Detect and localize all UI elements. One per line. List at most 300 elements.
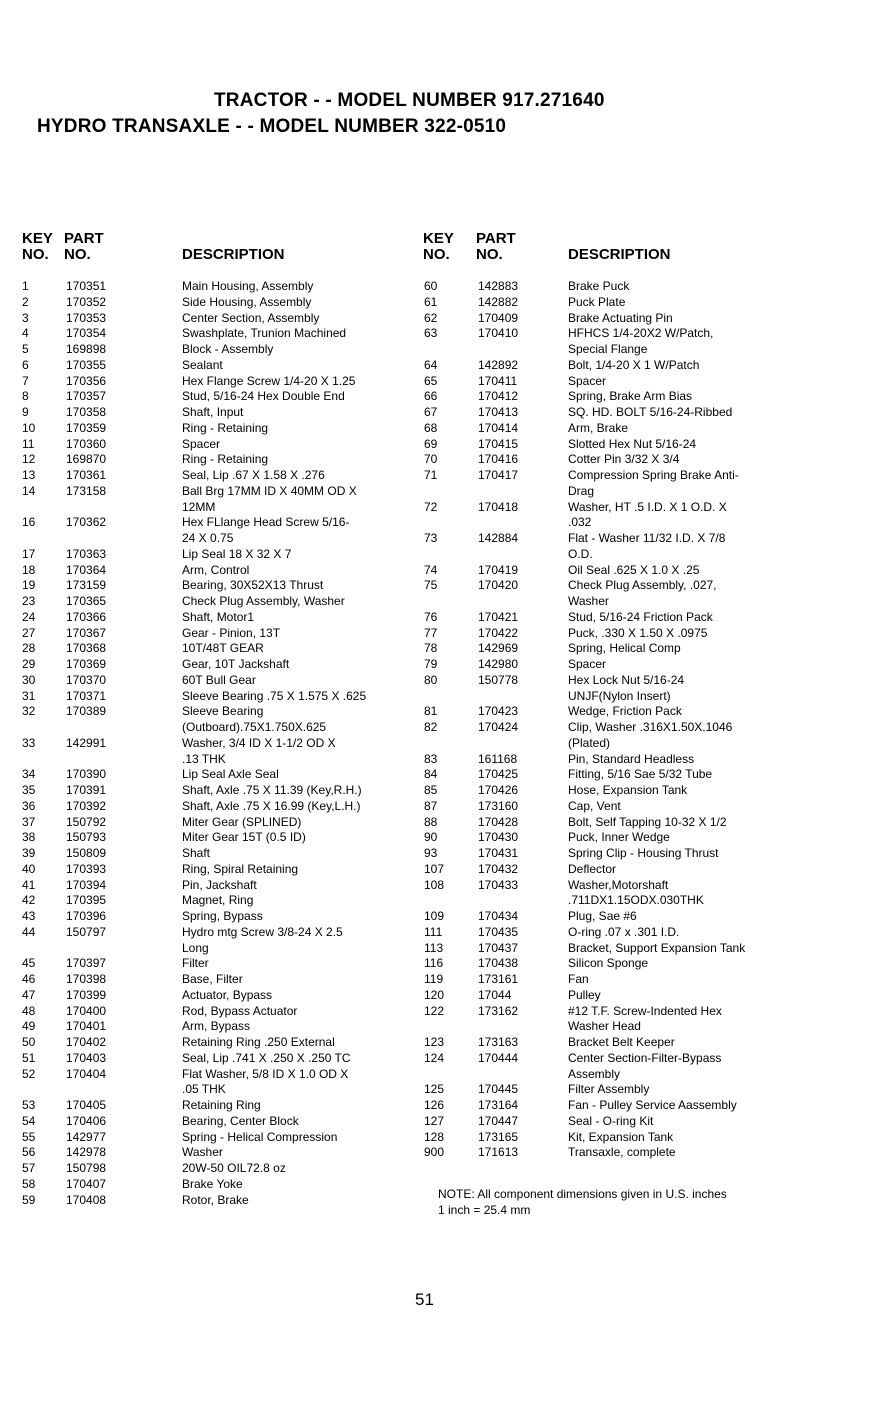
part-description: Rotor, Brake xyxy=(182,1192,249,1207)
part-number: 173164 xyxy=(478,1098,519,1112)
part-description: Main Housing, Assembly xyxy=(182,279,314,293)
part-number: 173165 xyxy=(478,1129,519,1144)
part-description: Spacer xyxy=(568,657,607,671)
part-description: .032 xyxy=(568,515,592,530)
part-number: 170403 xyxy=(66,1050,107,1065)
part-description: Plug, Sae #6 xyxy=(568,909,637,923)
part-number: 170370 xyxy=(66,672,107,687)
part-key-number: 56 xyxy=(22,1145,36,1160)
part-key-number: 38 xyxy=(22,830,36,845)
page-title-transaxle: HYDRO TRANSAXLE - - MODEL NUMBER 322-0510 xyxy=(37,116,507,137)
part-key-number: 83 xyxy=(424,751,438,766)
part-description: Block - Assembly xyxy=(182,342,274,356)
part-number: 173158 xyxy=(66,483,107,498)
part-description: Shaft xyxy=(182,846,211,860)
part-key-number: 19 xyxy=(22,578,36,593)
part-key-number: 61 xyxy=(424,294,438,309)
part-description: Bearing, Center Block xyxy=(182,1113,299,1128)
part-description: Center Section-Filter-Bypass xyxy=(568,1050,722,1065)
part-key-number: 65 xyxy=(424,373,438,388)
part-description: Seal, Lip .741 X .250 X .250 TC xyxy=(182,1050,351,1065)
part-key-number: 18 xyxy=(22,562,36,577)
part-description: O.D. xyxy=(568,546,593,561)
part-number: 142978 xyxy=(66,1145,107,1160)
note-conversion: 1 inch = 25.4 mm xyxy=(438,1203,531,1217)
part-number: 170416 xyxy=(478,452,519,467)
part-number: 170402 xyxy=(66,1035,107,1049)
part-key-number: 84 xyxy=(424,767,438,782)
header-part-label: PART xyxy=(64,230,104,247)
part-number: 142884 xyxy=(478,531,519,545)
part-key-number: 47 xyxy=(22,987,36,1002)
part-key-number: 59 xyxy=(22,1192,36,1207)
part-number: 170408 xyxy=(66,1192,107,1207)
part-description: Brake Puck xyxy=(568,279,630,293)
part-description: Ball Brg 17MM ID X 40MM OD X xyxy=(182,483,357,498)
header-key-label-right: KEY xyxy=(423,230,454,247)
part-number: 142892 xyxy=(478,357,519,372)
part-description: (Plated) xyxy=(568,735,611,750)
part-description: Compression Spring Brake Anti- xyxy=(568,468,739,482)
part-key-number: 122 xyxy=(424,1003,445,1018)
part-description: Shaft, Axle .75 X 16.99 (Key,L.H.) xyxy=(182,798,361,813)
part-number: 170364 xyxy=(66,562,107,577)
part-number: 170365 xyxy=(66,594,107,608)
part-number: 170415 xyxy=(478,436,519,451)
part-number: 170434 xyxy=(478,909,519,923)
part-description: Base, Filter xyxy=(182,972,243,986)
part-number: 170352 xyxy=(66,294,107,309)
part-description: Pulley xyxy=(568,987,601,1002)
part-key-number: 6 xyxy=(22,357,29,372)
part-key-number: 34 xyxy=(22,767,36,782)
part-key-number: 54 xyxy=(22,1113,36,1128)
note-dimensions: NOTE: All component dimensions given in U.S. inches xyxy=(438,1187,727,1201)
part-description: Bearing, 30X52X13 Thrust xyxy=(182,578,324,593)
part-key-number: 5 xyxy=(22,342,29,356)
part-description: Seal, Lip .67 X 1.58 X .276 xyxy=(182,468,325,482)
part-key-number: 87 xyxy=(424,798,438,813)
part-key-number: 76 xyxy=(424,609,438,624)
part-description: Filter xyxy=(182,956,209,971)
part-number: 171613 xyxy=(478,1145,519,1160)
part-description: Special Flange xyxy=(568,342,648,356)
part-description: Shaft, Motor1 xyxy=(182,609,255,624)
part-key-number: 116 xyxy=(424,956,444,971)
part-key-number: 24 xyxy=(22,609,36,624)
part-key-number: 36 xyxy=(22,798,36,813)
part-description: Flat - Washer 11/32 I.D. X 7/8 xyxy=(568,531,726,545)
part-key-number: 79 xyxy=(424,657,438,671)
part-description: Assembly xyxy=(568,1066,621,1081)
part-number: 170392 xyxy=(66,798,107,813)
part-description: Stud, 5/16-24 Hex Double End xyxy=(182,389,345,404)
part-key-number: 10 xyxy=(22,420,36,435)
part-key-number: 81 xyxy=(424,704,438,719)
part-number: 150778 xyxy=(478,672,519,687)
part-key-number: 14 xyxy=(22,483,36,498)
part-number: 170360 xyxy=(66,436,107,451)
part-description: Kit, Expansion Tank xyxy=(568,1129,674,1144)
header-key-no: NO. xyxy=(22,246,49,263)
part-description: Arm, Control xyxy=(182,562,250,577)
part-key-number: 73 xyxy=(424,531,438,545)
part-description: Stud, 5/16-24 Friction Pack xyxy=(568,609,713,624)
part-key-number: 119 xyxy=(424,972,444,986)
part-description: Hex FLlange Head Screw 5/16- xyxy=(182,515,350,530)
header-part-no-right: NO. xyxy=(476,246,503,263)
part-key-number: 4 xyxy=(22,326,29,341)
part-description: Fitting, 5/16 Sae 5/32 Tube xyxy=(568,767,713,782)
part-description: Spacer xyxy=(568,373,607,388)
part-number: 170394 xyxy=(66,877,107,892)
part-description: Slotted Hex Nut 5/16-24 xyxy=(568,436,697,451)
part-description: Arm, Brake xyxy=(568,420,629,435)
part-number: 170361 xyxy=(66,468,107,482)
part-key-number: 64 xyxy=(424,357,438,372)
part-number: 170389 xyxy=(66,704,107,719)
part-description: Pin, Jackshaft xyxy=(182,877,257,892)
part-key-number: 2 xyxy=(22,294,29,309)
part-number: 170430 xyxy=(478,830,519,845)
part-key-number: 3 xyxy=(22,310,29,325)
part-key-number: 12 xyxy=(22,452,36,467)
part-description: .13 THK xyxy=(182,751,226,766)
part-description: Puck, .330 X 1.50 X .0975 xyxy=(568,625,708,640)
part-number: 170424 xyxy=(478,720,519,734)
part-number: 170398 xyxy=(66,972,107,986)
part-key-number: 74 xyxy=(424,562,438,577)
part-key-number: 52 xyxy=(22,1066,36,1081)
part-number: 170367 xyxy=(66,625,107,640)
part-key-number: 72 xyxy=(424,499,438,514)
part-description: Hydro mtg Screw 3/8-24 X 2.5 xyxy=(182,924,343,939)
header-description: DESCRIPTION xyxy=(182,246,285,263)
part-description: Filter Assembly xyxy=(568,1082,650,1097)
part-number: 142977 xyxy=(66,1129,107,1144)
part-description: Deflector xyxy=(568,861,617,876)
part-key-number: 107 xyxy=(424,861,445,876)
part-key-number: 88 xyxy=(424,814,438,829)
part-description: Washer, HT .5 I.D. X 1 O.D. X xyxy=(568,499,727,514)
part-number: 170399 xyxy=(66,987,107,1002)
part-description: Bracket Belt Keeper xyxy=(568,1035,675,1049)
part-number: 170390 xyxy=(66,767,107,782)
part-description: Flat Washer, 5/8 ID X 1.0 OD X xyxy=(182,1066,349,1081)
part-number: 170421 xyxy=(478,609,519,624)
part-description: Ring - Retaining xyxy=(182,420,269,435)
part-key-number: 80 xyxy=(424,672,438,687)
part-key-number: 55 xyxy=(22,1129,36,1144)
part-description: Clip, Washer .316X1.50X.1046 xyxy=(568,720,733,734)
part-number: 170409 xyxy=(478,310,519,325)
part-number: 170356 xyxy=(66,373,107,388)
part-description: .711DX1.15ODX.030THK xyxy=(568,893,704,908)
part-number: 173159 xyxy=(66,578,107,593)
part-description: O-ring .07 x .301 I.D. xyxy=(568,924,680,939)
part-key-number: 71 xyxy=(424,468,438,482)
part-description: Shaft, Input xyxy=(182,405,244,419)
part-description: Lip Seal Axle Seal xyxy=(182,767,279,782)
part-description: Magnet, Ring xyxy=(182,893,254,908)
part-number: 170426 xyxy=(478,783,519,797)
part-number: 170355 xyxy=(66,357,107,372)
part-key-number: 109 xyxy=(424,909,445,923)
part-number: 170423 xyxy=(478,704,519,719)
part-number: 170393 xyxy=(66,861,107,876)
part-key-number: 63 xyxy=(424,326,438,341)
part-description: Bolt, 1/4-20 X 1 W/Patch xyxy=(568,357,700,372)
part-description: Hex Flange Screw 1/4-20 X 1.25 xyxy=(182,373,356,388)
part-description: Spring Clip - Housing Thrust xyxy=(568,846,719,860)
header-key-label: KEY xyxy=(22,230,53,247)
part-key-number: 7 xyxy=(22,373,29,388)
part-description: Rod, Bypass Actuator xyxy=(182,1003,298,1018)
part-number: 170353 xyxy=(66,310,107,325)
part-description: 60T Bull Gear xyxy=(182,672,256,687)
part-key-number: 8 xyxy=(22,389,29,404)
part-number: 150792 xyxy=(66,814,107,829)
part-description: Gear, 10T Jackshaft xyxy=(182,657,290,671)
part-number: 170414 xyxy=(478,420,519,435)
part-description: 12MM xyxy=(182,499,216,514)
part-number: 170422 xyxy=(478,625,519,640)
part-description: Brake Actuating Pin xyxy=(568,310,673,325)
part-number: 170404 xyxy=(66,1066,107,1081)
part-number: 150797 xyxy=(66,924,107,939)
header-key-no-right: NO. xyxy=(423,246,450,263)
part-key-number: 16 xyxy=(22,515,36,530)
part-number: 170362 xyxy=(66,515,107,530)
part-key-number: 13 xyxy=(22,468,36,482)
part-key-number: 27 xyxy=(22,625,36,640)
part-number: 173162 xyxy=(478,1003,519,1018)
part-number: 170357 xyxy=(66,389,107,404)
part-key-number: 90 xyxy=(424,830,438,845)
part-description: Cap, Vent xyxy=(568,798,621,813)
part-key-number: 41 xyxy=(22,877,36,892)
part-number: 142882 xyxy=(478,294,519,309)
part-description: 10T/48T GEAR xyxy=(182,641,264,656)
part-description: 24 X 0.75 xyxy=(182,531,234,545)
part-key-number: 43 xyxy=(22,909,36,923)
part-key-number: 51 xyxy=(22,1050,36,1065)
part-description: Ring - Retaining xyxy=(182,452,269,467)
part-key-number: 69 xyxy=(424,436,438,451)
part-number: 170412 xyxy=(478,389,519,404)
part-number: 173160 xyxy=(478,798,519,813)
part-description: Lip Seal 18 X 32 X 7 xyxy=(182,546,292,561)
part-number: 161168 xyxy=(478,751,518,766)
part-description: Center Section, Assembly xyxy=(182,310,320,325)
part-number: 170438 xyxy=(478,956,519,971)
part-number: 170411 xyxy=(478,373,518,388)
part-key-number: 30 xyxy=(22,672,36,687)
part-key-number: 108 xyxy=(424,877,445,892)
part-key-number: 123 xyxy=(424,1035,445,1049)
part-description: Check Plug Assembly, .027, xyxy=(568,578,717,593)
part-description: Retaining Ring xyxy=(182,1098,261,1112)
part-description: Ring, Spiral Retaining xyxy=(182,861,299,876)
part-description: Fan - Pulley Service Aassembly xyxy=(568,1098,737,1112)
part-description: Puck Plate xyxy=(568,294,626,309)
part-key-number: 11 xyxy=(22,436,35,451)
part-description: Long xyxy=(182,940,209,955)
part-key-number: 75 xyxy=(424,578,438,593)
part-description: Drag xyxy=(568,483,595,498)
part-key-number: 127 xyxy=(424,1113,445,1128)
part-number: 142980 xyxy=(478,657,519,671)
part-description: Sleeve Bearing .75 X 1.575 X .625 xyxy=(182,688,367,703)
part-key-number: 46 xyxy=(22,972,36,986)
part-description: Washer, 3/4 ID X 1-1/2 OD X xyxy=(182,735,336,750)
part-key-number: 85 xyxy=(424,783,438,797)
part-key-number: 28 xyxy=(22,641,36,656)
part-description: Spacer xyxy=(182,436,221,451)
part-number: 170369 xyxy=(66,657,107,671)
part-number: 170420 xyxy=(478,578,519,593)
part-description: Transaxle, complete xyxy=(568,1145,676,1160)
part-number: 170366 xyxy=(66,609,107,624)
header-description-right: DESCRIPTION xyxy=(568,246,671,263)
part-number: 169898 xyxy=(66,342,107,356)
part-number: 142969 xyxy=(478,641,519,656)
part-description: Oil Seal .625 X 1.0 X .25 xyxy=(568,562,700,577)
part-number: 170397 xyxy=(66,956,107,971)
part-number: 170437 xyxy=(478,940,519,955)
part-description: UNJF(Nylon Insert) xyxy=(568,688,671,703)
part-number: 173161 xyxy=(478,972,519,986)
part-number: 170418 xyxy=(478,499,519,514)
part-number: 17044 xyxy=(478,987,512,1002)
part-number: 170428 xyxy=(478,814,519,829)
part-key-number: 35 xyxy=(22,783,36,797)
part-description: Side Housing, Assembly xyxy=(182,294,312,309)
part-number: 170425 xyxy=(478,767,519,782)
part-key-number: 40 xyxy=(22,861,36,876)
part-description: Hex Lock Nut 5/16-24 xyxy=(568,672,685,687)
part-number: 170405 xyxy=(66,1098,107,1112)
part-description: Shaft, Axle .75 X 11.39 (Key,R.H.) xyxy=(182,783,362,797)
part-number: 170371 xyxy=(66,688,107,703)
part-description: .05 THK xyxy=(182,1082,226,1097)
part-description: Retaining Ring .250 External xyxy=(182,1035,335,1049)
part-key-number: 42 xyxy=(22,893,36,908)
part-key-number: 31 xyxy=(22,688,36,703)
part-number: 170358 xyxy=(66,405,107,419)
part-number: 170432 xyxy=(478,861,519,876)
part-description: #12 T.F. Screw-Indented Hex xyxy=(568,1003,722,1018)
part-key-number: 900 xyxy=(424,1145,445,1160)
part-description: Hose, Expansion Tank xyxy=(568,783,688,797)
part-key-number: 68 xyxy=(424,420,438,435)
part-key-number: 77 xyxy=(424,625,438,640)
part-description: Seal - O-ring Kit xyxy=(568,1113,654,1128)
part-description: Pin, Standard Headless xyxy=(568,751,695,766)
part-description: Washer,Motorshaft xyxy=(568,877,669,892)
part-key-number: 70 xyxy=(424,452,438,467)
part-number: 150798 xyxy=(66,1161,107,1175)
part-description: Bolt, Self Tapping 10-32 X 1/2 xyxy=(568,814,727,829)
part-description: Spring - Helical Compression xyxy=(182,1129,338,1144)
part-description: HFHCS 1/4-20X2 W/Patch, xyxy=(568,326,714,341)
part-number: 170354 xyxy=(66,326,107,341)
part-number: 170435 xyxy=(478,924,519,939)
part-number: 170407 xyxy=(66,1176,107,1191)
part-description: Gear - Pinion, 13T xyxy=(182,625,281,640)
part-number: 170396 xyxy=(66,909,107,923)
page-number: 51 xyxy=(415,1290,434,1309)
part-number: 170391 xyxy=(66,783,107,797)
part-key-number: 66 xyxy=(424,389,438,404)
part-description: Miter Gear 15T (0.5 ID) xyxy=(182,830,306,845)
part-key-number: 29 xyxy=(22,657,36,671)
part-number: 170417 xyxy=(478,468,519,482)
part-key-number: 82 xyxy=(424,720,438,734)
part-number: 142991 xyxy=(66,735,107,750)
part-description: (Outboard).75X1.750X.625 xyxy=(182,720,327,734)
part-number: 150793 xyxy=(66,830,107,845)
part-key-number: 62 xyxy=(424,310,438,325)
part-number: 170410 xyxy=(478,326,519,341)
part-key-number: 1 xyxy=(22,279,29,293)
part-key-number: 57 xyxy=(22,1161,36,1175)
part-key-number: 45 xyxy=(22,956,36,971)
part-description: Washer Head xyxy=(568,1019,641,1034)
part-key-number: 120 xyxy=(424,987,445,1002)
part-key-number: 126 xyxy=(424,1098,445,1112)
part-key-number: 9 xyxy=(22,405,29,419)
part-key-number: 49 xyxy=(22,1019,36,1034)
part-number: 170368 xyxy=(66,641,107,656)
part-description: SQ. HD. BOLT 5/16-24-Ribbed xyxy=(568,405,733,419)
part-number: 170401 xyxy=(66,1019,107,1034)
part-number: 150809 xyxy=(66,846,107,860)
part-number: 170363 xyxy=(66,546,107,561)
part-description: Puck, Inner Wedge xyxy=(568,830,670,845)
part-key-number: 78 xyxy=(424,641,438,656)
part-number: 170413 xyxy=(478,405,519,419)
part-number: 170431 xyxy=(478,846,519,860)
part-key-number: 124 xyxy=(424,1050,445,1065)
part-number: 170351 xyxy=(66,279,107,293)
part-description: Bracket, Support Expansion Tank xyxy=(568,940,746,955)
part-key-number: 48 xyxy=(22,1003,36,1018)
part-key-number: 53 xyxy=(22,1098,36,1112)
part-number: 170406 xyxy=(66,1113,107,1128)
part-number: 170447 xyxy=(478,1113,519,1128)
part-key-number: 58 xyxy=(22,1176,36,1191)
part-key-number: 39 xyxy=(22,846,36,860)
part-key-number: 113 xyxy=(424,940,444,955)
part-description: Washer xyxy=(568,594,609,608)
header-part-label-right: PART xyxy=(476,230,516,247)
header-part-no: NO. xyxy=(64,246,91,263)
part-number: 173163 xyxy=(478,1035,519,1049)
part-description: Sealant xyxy=(182,357,223,372)
part-description: Washer xyxy=(182,1145,223,1160)
part-key-number: 93 xyxy=(424,846,438,860)
part-number: 170359 xyxy=(66,420,107,435)
part-description: Wedge, Friction Pack xyxy=(568,704,682,719)
part-description: Swashplate, Trunion Machined xyxy=(182,326,347,341)
part-key-number: 50 xyxy=(22,1035,36,1049)
part-description: Spring, Bypass xyxy=(182,909,263,923)
part-description: Spring, Brake Arm Bias xyxy=(568,389,693,404)
part-key-number: 67 xyxy=(424,405,438,419)
part-key-number: 128 xyxy=(424,1129,445,1144)
part-number: 170445 xyxy=(478,1082,519,1097)
